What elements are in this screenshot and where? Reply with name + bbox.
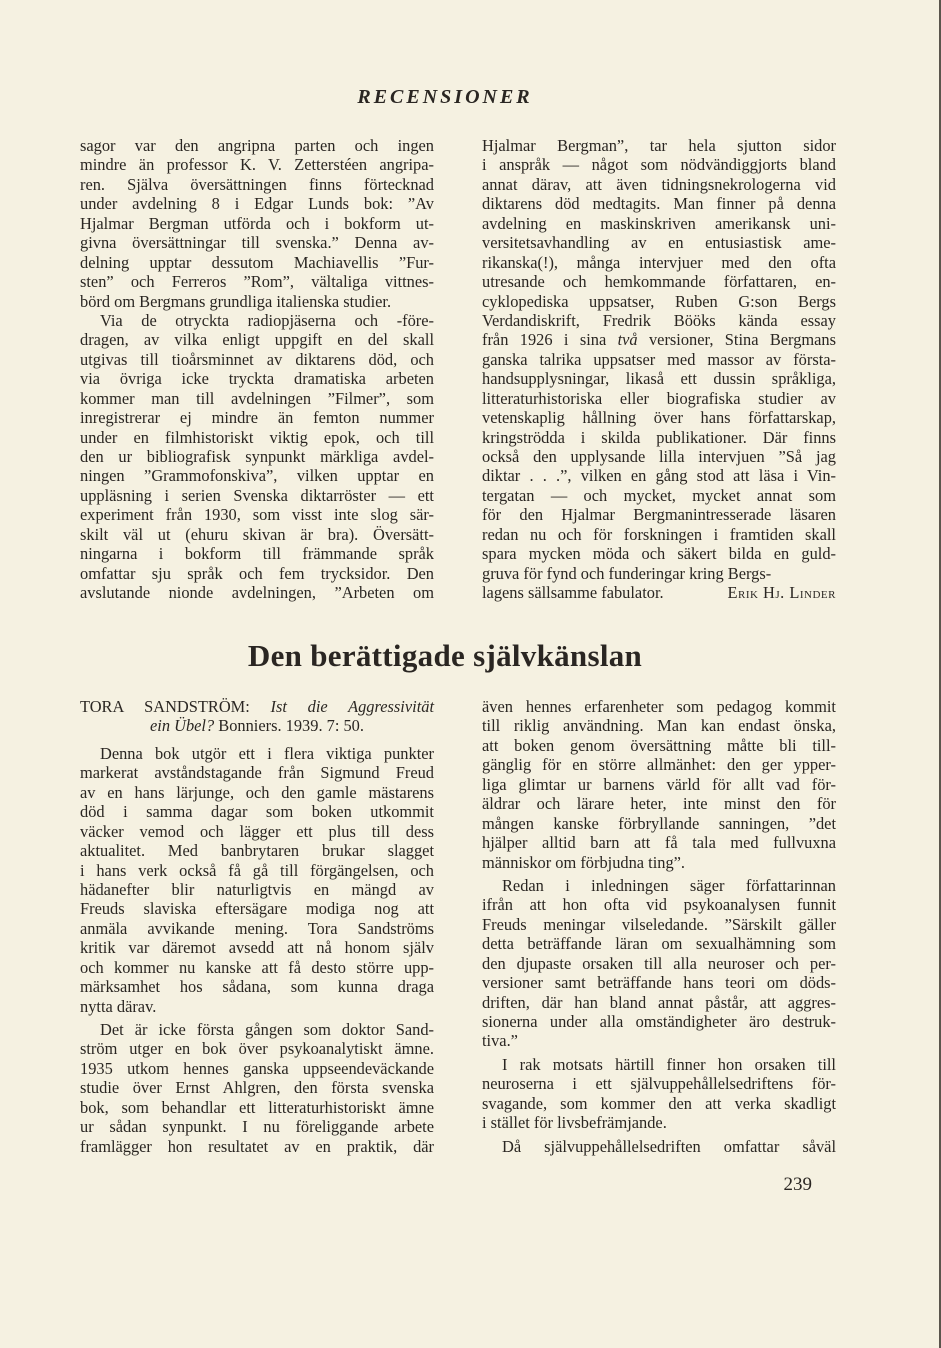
- text-line: den djupaste orsaken till alla neuroser och per-: [482, 953, 836, 973]
- review-title: Den berättigade självkänslan: [247, 638, 643, 673]
- text-line: kommer man till avdelningen ”Filmer”, som: [80, 388, 434, 408]
- text-line: hädanefter blir naturligtvis en mängd av: [80, 879, 434, 899]
- text-line: vetenskaplig hållning över hans författarskap,: [482, 408, 836, 428]
- text-line: Denna bok utgör ett i flera viktiga punkter: [100, 743, 434, 763]
- text-line: svagande, som kommer den att verka skadligt: [482, 1093, 836, 1113]
- text-line: utresande och hemkommande författaren, en-: [482, 272, 836, 292]
- text-line: diktar . . .”, vilken en gång stod att läsa i Vin-: [482, 466, 836, 486]
- text-line: I rak motsats härtill finner hon orsaken till: [502, 1054, 836, 1074]
- text-line: avdelning en maskinskriven amerikansk uni-: [482, 213, 836, 233]
- text-line: annat därav, att även tidningsnekrologerna vid: [482, 174, 836, 194]
- text-line: experiment från 1930, som visst inte slog sär-: [80, 505, 434, 525]
- text-line: delning upptar dessutom Machiavellis ”Fur-: [80, 252, 434, 272]
- text-line: att boken genom översättning måtte bli till-: [482, 735, 836, 755]
- text-line: nytta därav.: [80, 996, 157, 1016]
- text-line: liga glimtar ur barnens värld för allt vad för-: [482, 774, 836, 794]
- italic-text: två: [617, 330, 638, 350]
- citation-title-2: ein Übel?: [150, 716, 215, 736]
- text-line: rikanska(!), många intervjuer med den ofta: [482, 252, 836, 272]
- text-line: människor om förbjudna ting”.: [482, 852, 686, 872]
- text-line: bok, som behandlar ett litteraturhistoriskt ämne: [80, 1097, 434, 1117]
- text-line: tiva.”: [482, 1031, 518, 1051]
- text-line: ganska talrika uppsatser med massor av första-: [482, 349, 836, 369]
- text-line: skilt väl ut (ehuru skivan är bra). Översätt-: [80, 524, 434, 544]
- paragraph: [80, 311, 434, 603]
- paragraph: [80, 136, 434, 311]
- paragraph: [80, 744, 434, 1016]
- text-line: Freuds slaviska eftersägare modiga nog att: [80, 899, 434, 919]
- text-line: Via de otryckta radiopjäserna och -före-: [100, 310, 434, 330]
- paragraph: [482, 1055, 836, 1133]
- text-line: för den Hjalmar Bergmanintresserade läsaren: [482, 505, 836, 525]
- text-line: litteraturhistoriska eller biografiska studier av: [482, 388, 836, 408]
- closing-text: lagens sällsamme fabulator.: [482, 583, 664, 603]
- text-line: markerat avståndstagande från Sigmund Freud: [80, 763, 434, 783]
- paragraph: [482, 876, 836, 1051]
- text-line: kritik var däremot avsedd att nå honom själv: [80, 938, 434, 958]
- paragraph: [482, 136, 836, 583]
- text-line: handsupplysningar, likaså ett dussin språkliga,: [482, 369, 836, 389]
- running-head: RECENSIONER: [357, 86, 533, 108]
- text-line: Redan i inledningen säger författarinnan: [502, 875, 836, 895]
- text-line: tergatan — och mycket, mycket annat som: [482, 485, 836, 505]
- text-line: inregistrerar ej mindre än femton nummer: [80, 408, 434, 428]
- text-line: ren. Själva översättningen finns förtecknad: [80, 174, 434, 194]
- text-line: Det är icke första gången som doktor Sand-: [100, 1020, 434, 1039]
- text-segment: från 1926 i sina: [482, 330, 618, 350]
- column-top-left: [80, 136, 434, 603]
- text-line: diktarens död medtagits. Man finner på denna: [482, 194, 836, 214]
- text-line: i stället för livsbefrämjande.: [482, 1113, 667, 1133]
- citation-title-1: Ist die Aggressivität: [270, 697, 434, 716]
- text-line: och kommer nu kanske att få desto större upp-: [80, 957, 434, 977]
- text-line: spara mycken möda och säkert bilda en guld-: [482, 544, 836, 564]
- text-line: av en hans lärjunge, och den gamle mästarens: [80, 782, 434, 802]
- text-line: neuroserna i ett självuppehållelsedriftens för-: [482, 1074, 836, 1094]
- text-line: mindre än professor K. V. Zetterstéen angripa-: [80, 155, 434, 175]
- text-line: den ur bibliografisk synpunkt märkliga avdel-: [80, 447, 434, 466]
- text-line: Freuds meningar vilseledande. ”Särskilt gäller: [482, 914, 836, 934]
- text-line: ur sådan synpunkt. I nu föreliggande arbete: [80, 1117, 434, 1137]
- paragraph: [80, 1020, 434, 1156]
- text-line: mången kanske förbryllande sanningen, ”det: [482, 813, 836, 833]
- text-line: i anspråk — något som nödvändiggjorts bland: [482, 155, 836, 175]
- text-line: under avdelning 8 i Edgar Lunds bok: ”Av: [80, 194, 434, 214]
- text-line: också den upplysande lilla intervjuen ”Så jag: [482, 447, 836, 466]
- book-citation: [80, 697, 434, 736]
- text-line: äldrar och lärare heter, inte minst den för: [482, 794, 836, 814]
- text-segment: versioner, Stina Bergmans: [637, 330, 837, 350]
- paragraph: [482, 697, 836, 872]
- text-line: ningen ”Grammofonskiva”, vilken upptar en: [80, 466, 434, 486]
- text-line: till riklig användning. Man kan endast önska,: [482, 716, 836, 736]
- text-line: kringströdda i skilda publikationer. Där finns: [482, 427, 836, 447]
- column-top-right: [482, 136, 836, 603]
- column-bottom-left: [80, 697, 434, 1156]
- text-line: gruva för fynd och funderingar kring Bergs-: [482, 563, 772, 583]
- text-line: studie över Ernst Ahlgren, den första svenska: [80, 1078, 434, 1098]
- text-line: märksamhet hos sådana, som kunna draga: [80, 977, 434, 997]
- text-line: Hjalmar Bergman utförda och i bokform ut-: [80, 213, 434, 233]
- text-line: cyklopediska uppsatser, Ruben G:son Bergs: [482, 291, 836, 311]
- text-line: sagor var den angripna parten och ingen: [80, 136, 434, 155]
- text-line: Verdandiskrift, Fredrik Bööks kända essay: [482, 310, 836, 330]
- text-line: väcker vemod och lägger ett plus till dess: [80, 821, 434, 841]
- text-line: sionerna under alla omständigheter äro destruk-: [482, 1012, 836, 1031]
- text-line: 1935 utkom hennes ganska uppseendeväckande: [80, 1058, 434, 1078]
- text-line: framlägger hon resultatet av en praktik, där: [80, 1136, 434, 1156]
- text-line: utgivas till tioårsminnet av diktarens död, och: [80, 349, 434, 369]
- text-line: versioner samt beträffande hans teori om döds-: [482, 973, 836, 993]
- text-line: driften, där han bland annat påstår, att aggres-: [482, 992, 836, 1012]
- text-line: detta beträffande läran om sexualhämning som: [482, 934, 836, 954]
- text-line: uppläsning i serien Svenska diktarröster — ett: [80, 485, 434, 505]
- text-line: i hans verk också få gå till förgängelsen, och: [80, 860, 434, 880]
- text-line: sten” och Ferreros ”Rom”, vältaliga vittnes-: [80, 272, 434, 292]
- column-bottom-right: [482, 697, 836, 1156]
- text-line: Hjalmar Bergman”, tar hela sjutton sidor: [482, 136, 836, 155]
- text-line: dragen, av vilka enligt uppgift en del skall: [80, 330, 434, 350]
- text-line: gänglig för en större allmänhet: den ger ypper-: [482, 755, 836, 775]
- text-line: [482, 330, 836, 349]
- text-line: avslutande nionde avdelningen, ”Arbeten om: [80, 583, 434, 603]
- text-line: ström utger en bok över psykoanalytiskt ämne.: [80, 1039, 434, 1059]
- citation-author: TORA SANDSTRÖM:: [80, 697, 271, 716]
- text-line: redan nu och för forskningen i framtiden skall: [482, 524, 836, 544]
- text-line: anmäla avvikande mening. Tora Sandströms: [80, 918, 434, 938]
- review-author: Erik Hj. Linder: [727, 583, 836, 603]
- text-line: börd om Bergmans grundliga italienska studier.: [80, 291, 392, 311]
- text-line: ifrån att hon ofta vid psykoanalysen funnit: [482, 895, 836, 915]
- text-line: versitetsavhandling av en entusiastisk ame-: [482, 233, 836, 253]
- signature-line: [482, 583, 836, 602]
- text-line: givna översättningar till svenska.” Denna av-: [80, 233, 434, 253]
- text-line: Då självuppehållelsedriften omfattar såväl: [502, 1136, 836, 1156]
- paragraph: [482, 1137, 836, 1156]
- text-line: hjälper alltid barn att få tala med fullvuxna: [482, 833, 836, 853]
- text-line: ningarna i bokform till främmande språk: [80, 544, 434, 564]
- text-line: under en filmhistoriskt viktig epok, och till: [80, 427, 434, 447]
- citation-publisher: Bonniers. 1939. 7: 50.: [214, 716, 364, 736]
- text-line: aktualitet. Med banbrytaren brukar slagget: [80, 841, 434, 861]
- text-line: omfattar sju språk och fem trycksidor. Den: [80, 563, 434, 583]
- page-number: 239: [783, 1174, 812, 1195]
- text-line: via övriga icke tryckta dramatiska arbeten: [80, 369, 434, 389]
- text-line: även hennes erfarenheter som pedagog kommit: [482, 697, 836, 716]
- text-line: död i samma dagar som boken utkommit: [80, 802, 434, 822]
